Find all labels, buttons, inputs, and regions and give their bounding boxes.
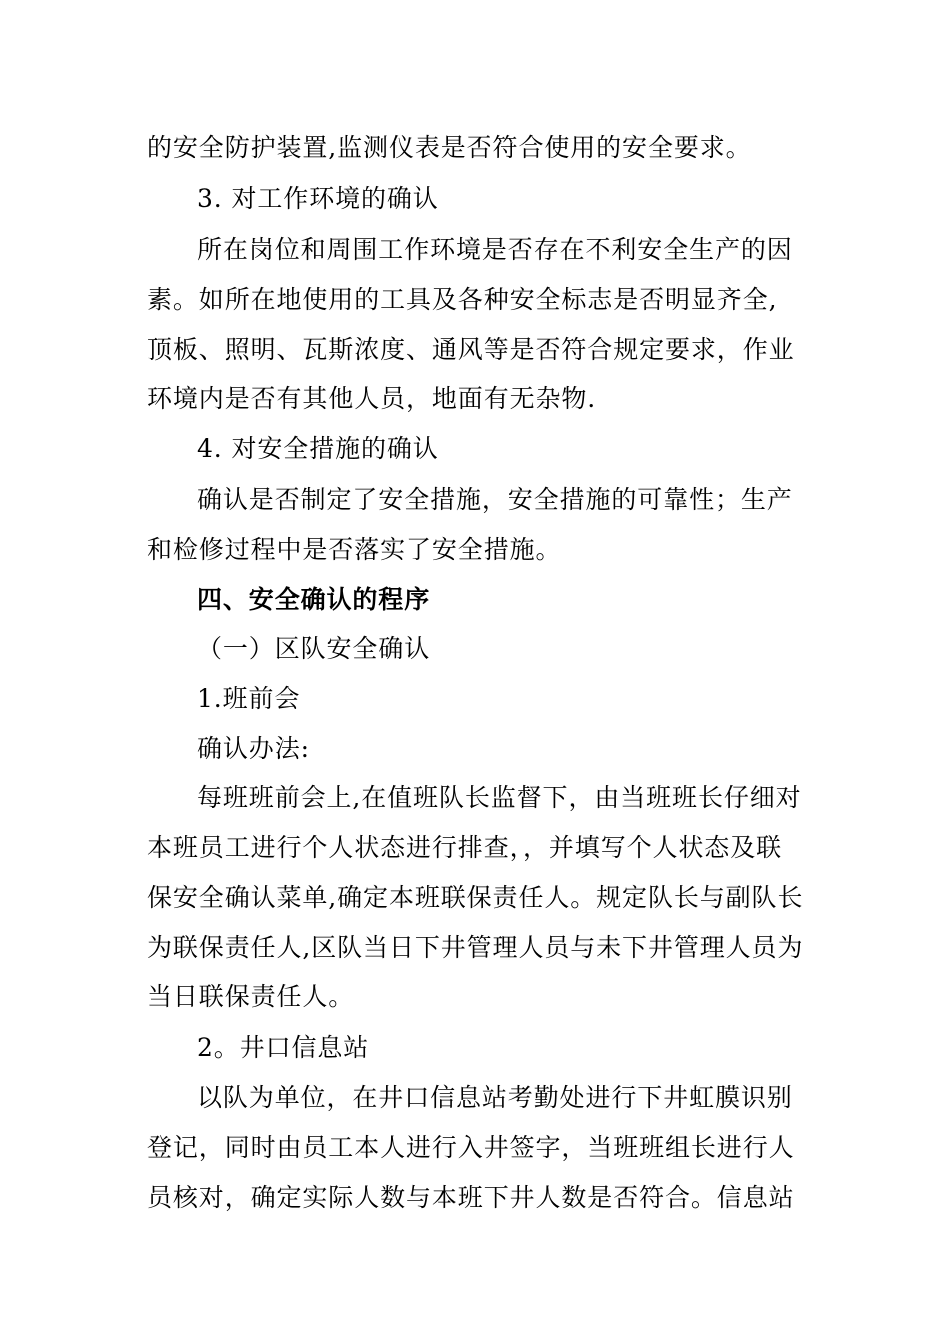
text-line: 确认办法: [197,734,310,763]
subsection-heading: （一）区队安全确认 [197,634,431,663]
text-line: 当日联保责任人。 [147,982,355,1011]
text-line: 本班员工进行个人状态进行排查，，并填写个人状态及联 [147,833,783,862]
text-line: 确认是否制定了安全措施，安全措施的可靠性；生产 [197,485,793,514]
text-line: 每班班前会上,在值班队长监督下，由当班班长仔细对 [197,783,802,812]
text-line: 的安全防护装置,监测仪表是否符合使用的安全要求。 [147,133,752,162]
subsection-heading: 3. 对工作环境的确认 [197,184,439,213]
subsection-heading: 1.班前会 [197,684,301,713]
section-heading: 四、安全确认的程序 [197,585,431,614]
text-line: 和检修过程中是否落实了安全措施。 [147,535,562,564]
text-line: 保安全确认菜单,确定本班联保责任人。规定队长与副队长 [147,883,804,912]
text-line: 以队为单位，在井口信息站考勤处进行下井虹膜识别 [197,1083,793,1112]
text-line: 所在岗位和周围工作环境是否存在不利安全生产的因 [197,235,793,264]
text-line: 为联保责任人,区队当日下井管理人员与未下井管理人员为 [147,933,804,962]
subsection-heading: 4. 对安全措施的确认 [197,434,439,463]
text-line: 登记，同时由员工本人进行入井签字，当班班组长进行人 [147,1133,795,1162]
text-line: 员核对，确定实际人数与本班下井人数是否符合。信息站 [147,1183,795,1212]
subsection-heading: 2。井口信息站 [197,1033,370,1062]
text-line: 顶板、照明、瓦斯浓度、通风等是否符合规定要求，作业 [147,335,795,364]
text-line: 环境内是否有其他人员，地面有无杂物. [147,384,597,413]
text-line: 素。如所在地使用的工具及各种安全标志是否明显齐全, [147,285,778,314]
